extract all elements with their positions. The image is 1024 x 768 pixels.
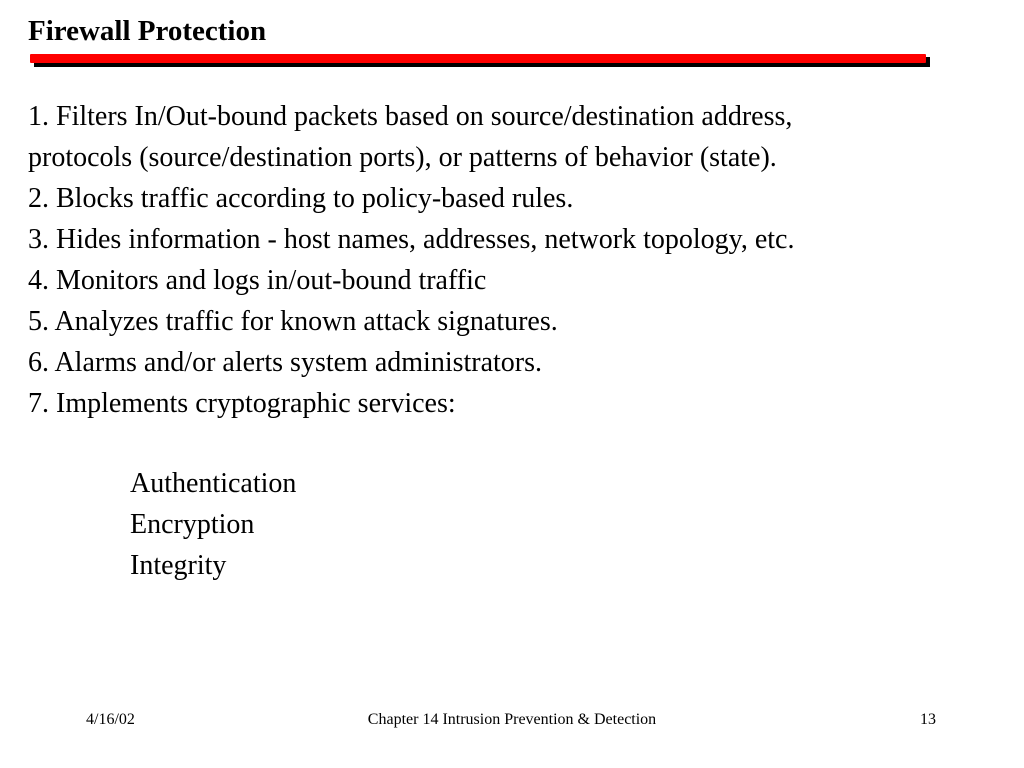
cryptographic-services-list bbox=[130, 463, 296, 586]
list-item: 7. Implements cryptographic services: bbox=[28, 388, 456, 419]
list-item: 5. Analyzes traffic for known attack signatures. bbox=[28, 306, 558, 337]
service-item-encryption: Encryption bbox=[130, 509, 255, 540]
service-item-integrity: Integrity bbox=[130, 550, 227, 581]
bullet-list bbox=[28, 96, 998, 424]
list-item: protocols (source/destination ports), or patterns of behavior (state). bbox=[28, 142, 777, 173]
footer-date: 4/16/02 bbox=[86, 711, 135, 728]
footer-page-number: 13 bbox=[920, 711, 936, 728]
service-item-authentication: Authentication bbox=[130, 468, 297, 499]
slide-title: Firewall Protection bbox=[28, 15, 267, 47]
list-item: 2. Blocks traffic according to policy-based rules. bbox=[28, 183, 574, 214]
list-item: 4. Monitors and logs in/out-bound traffic bbox=[28, 265, 487, 296]
title-underline bbox=[30, 54, 926, 63]
footer-chapter-title: Chapter 14 Intrusion Prevention & Detection bbox=[367, 711, 657, 728]
list-item: 1. Filters In/Out-bound packets based on source/destination address, bbox=[28, 101, 793, 132]
list-item: 6. Alarms and/or alerts system administrators. bbox=[28, 347, 543, 378]
list-item: 3. Hides information - host names, addresses, network topology, etc. bbox=[28, 224, 795, 255]
